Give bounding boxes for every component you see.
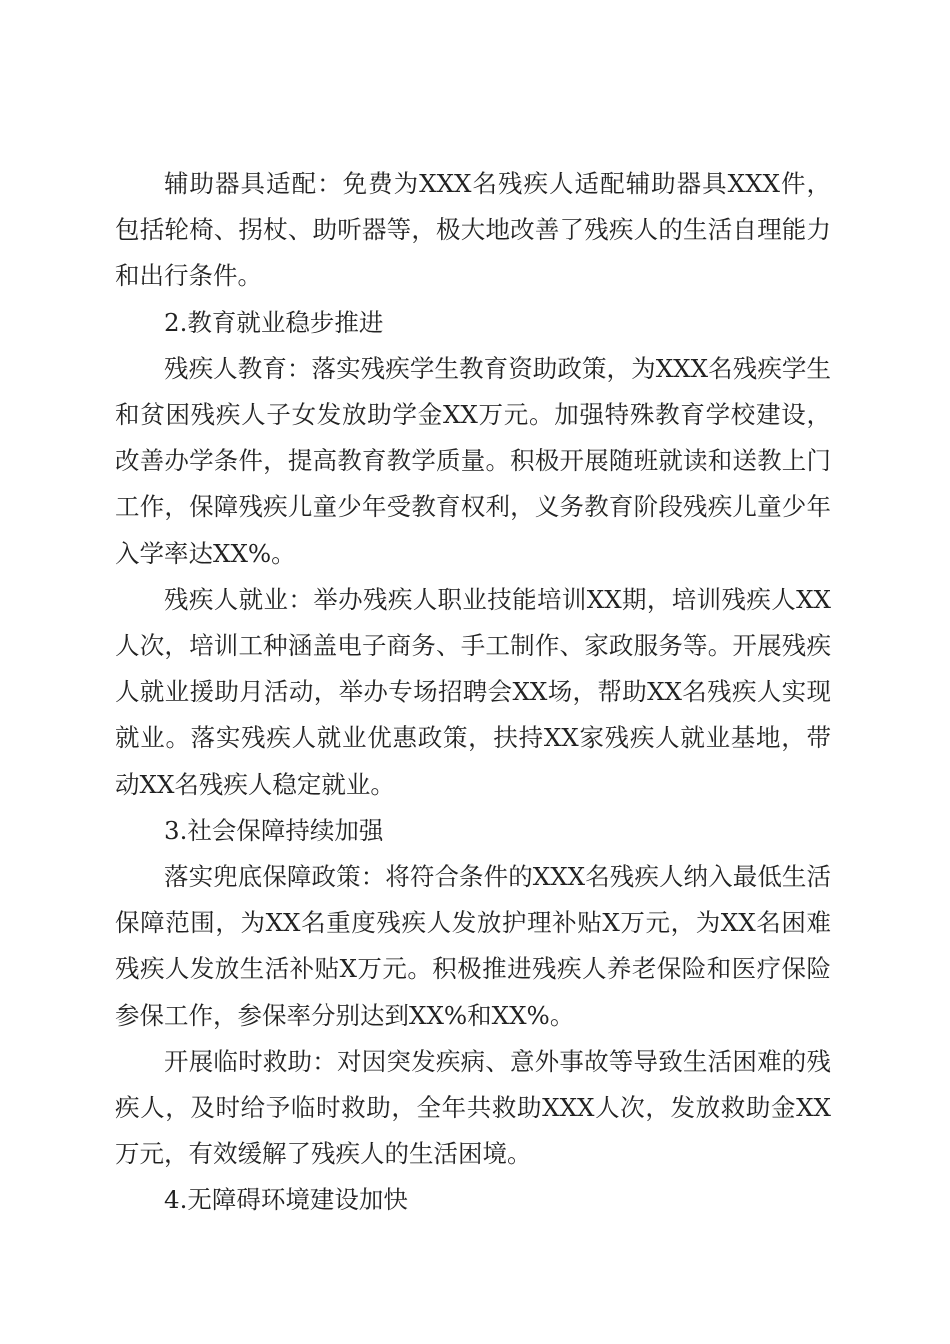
document-body <box>115 161 831 1224</box>
paragraph-basic-security-policy: 落实兜底保障政策：将符合条件的XXX名残疾人纳入最低生活保障范围，为XX名重度残疾人发放护理补贴X万元，为XX名困难残疾人发放生活补贴X万元。积极推进残疾人养老保险和医疗保险参保工作，参保率分别达到XX%和XX%。 <box>115 862 831 1030</box>
section-heading-barrier-free: 4.无障碍环境建设加快 <box>164 1185 408 1215</box>
paragraph-disabled-education: 残疾人教育：落实残疾学生教育资助政策，为XXX名残疾学生和贫困残疾人子女发放助学金XX万元。加强特殊教育学校建设，改善办学条件，提高教育教学质量。积极开展随班就读和送教上门工作，保障残疾儿童少年受教育权利，义务教育阶段残疾儿童少年入学率达XX%。 <box>115 353 831 568</box>
paragraph-disabled-employment: 残疾人就业：举办残疾人职业技能培训XX期，培训残疾人XX人次，培训工种涵盖电子商务、手工制作、家政服务等。开展残疾人就业援助月活动，举办专场招聘会XX场，帮助XX名残疾人实现就业。落实残疾人就业优惠政策，扶持XX家残疾人就业基地，带动XX名残疾人稳定就业。 <box>115 584 831 799</box>
section-heading-education-employment: 2.教育就业稳步推进 <box>164 307 384 337</box>
section-heading-social-security: 3.社会保障持续加强 <box>164 815 384 845</box>
paragraph-assistive-devices: 辅助器具适配：免费为XXX名残疾人适配辅助器具XXX件，包括轮椅、拐杖、助听器等，极大地改善了残疾人的生活自理能力和出行条件。 <box>115 169 831 291</box>
paragraph-temporary-assistance: 开展临时救助：对因突发疾病、意外事故等导致生活困难的残疾人，及时给予临时救助，全年共救助XXX人次，发放救助金XX万元，有效缓解了残疾人的生活困境。 <box>115 1046 831 1169</box>
